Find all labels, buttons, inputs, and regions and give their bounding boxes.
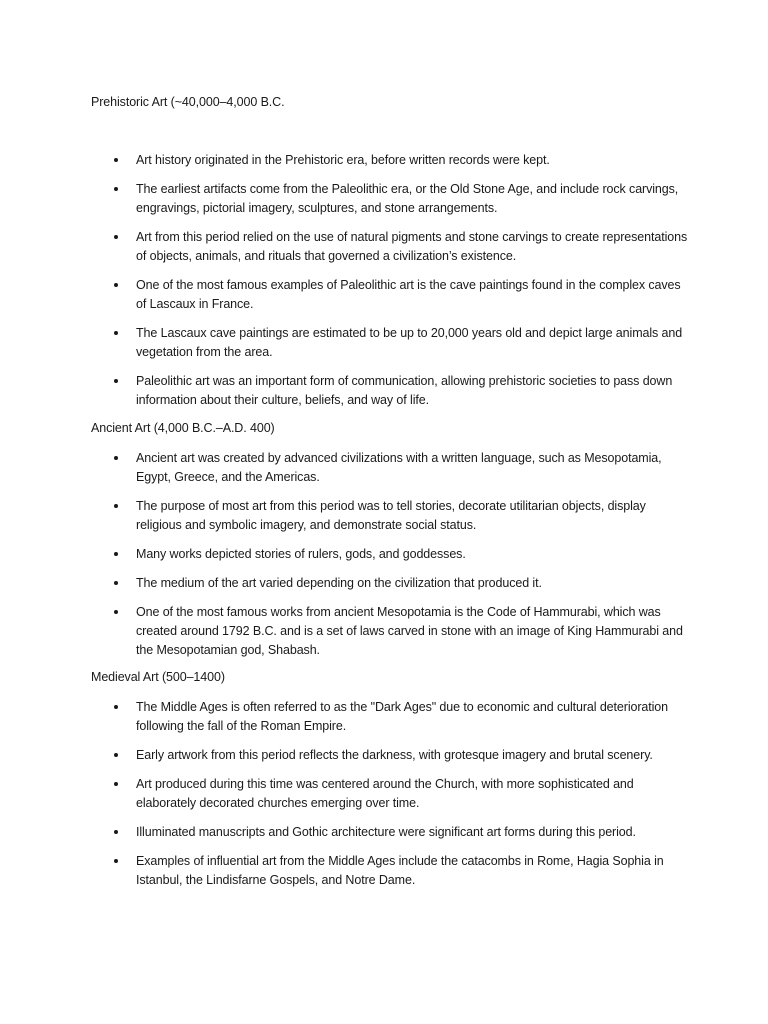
list-item: The Middle Ages is often referred to as the "Dark Ages" due to economic and cultural deterioration following the fall of the Roman Empire. xyxy=(91,698,691,736)
bullet-list-prehistoric xyxy=(91,151,691,420)
section-heading-medieval: Medieval Art (500–1400) xyxy=(91,670,225,684)
list-item: Ancient art was created by advanced civilizations with a written language, such as Mesopotamia, Egypt, Greece, and the Americas. xyxy=(91,449,691,487)
list-item: One of the most famous examples of Paleolithic art is the cave paintings found in the complex caves of Lascaux in France. xyxy=(91,276,691,314)
list-item: Illuminated manuscripts and Gothic architecture were significant art forms during this period. xyxy=(91,823,691,842)
bullet-list-ancient xyxy=(91,449,691,670)
section-heading-prehistoric: Prehistoric Art (~40,000–4,000 B.C. xyxy=(91,95,285,109)
list-item: Paleolithic art was an important form of communication, allowing prehistoric societies to pass down information about their culture, beliefs, and way of life. xyxy=(91,372,691,410)
list-item: The earliest artifacts come from the Paleolithic era, or the Old Stone Age, and include rock carvings, engravings, pictorial imagery, sculptures, and stone arrangements. xyxy=(91,180,691,218)
bullet-list-medieval xyxy=(91,698,691,900)
list-item: Art produced during this time was centered around the Church, with more sophisticated and elaborately decorated churches emerging over time. xyxy=(91,775,691,813)
list-item: The medium of the art varied depending on the civilization that produced it. xyxy=(91,574,691,593)
list-item: Many works depicted stories of rulers, gods, and goddesses. xyxy=(91,545,691,564)
list-item: One of the most famous works from ancient Mesopotamia is the Code of Hammurabi, which was created around 1792 B.C. and is a set of laws carved in stone with an image of King Hammurabi and the Mesopotamian god, Shabash. xyxy=(91,603,691,660)
list-item: The Lascaux cave paintings are estimated to be up to 20,000 years old and depict large animals and vegetation from the area. xyxy=(91,324,691,362)
list-item: Examples of influential art from the Middle Ages include the catacombs in Rome, Hagia Sophia in Istanbul, the Lindisfarne Gospels, and Notre Dame. xyxy=(91,852,691,890)
list-item: The purpose of most art from this period was to tell stories, decorate utilitarian objects, display religious and symbolic imagery, and demonstrate social status. xyxy=(91,497,691,535)
section-heading-ancient: Ancient Art (4,000 B.C.–A.D. 400) xyxy=(91,421,275,435)
list-item: Early artwork from this period reflects the darkness, with grotesque imagery and brutal scenery. xyxy=(91,746,691,765)
list-item: Art history originated in the Prehistoric era, before written records were kept. xyxy=(91,151,691,170)
list-item: Art from this period relied on the use of natural pigments and stone carvings to create representations of objects, animals, and rituals that governed a civilization’s existence. xyxy=(91,228,691,266)
